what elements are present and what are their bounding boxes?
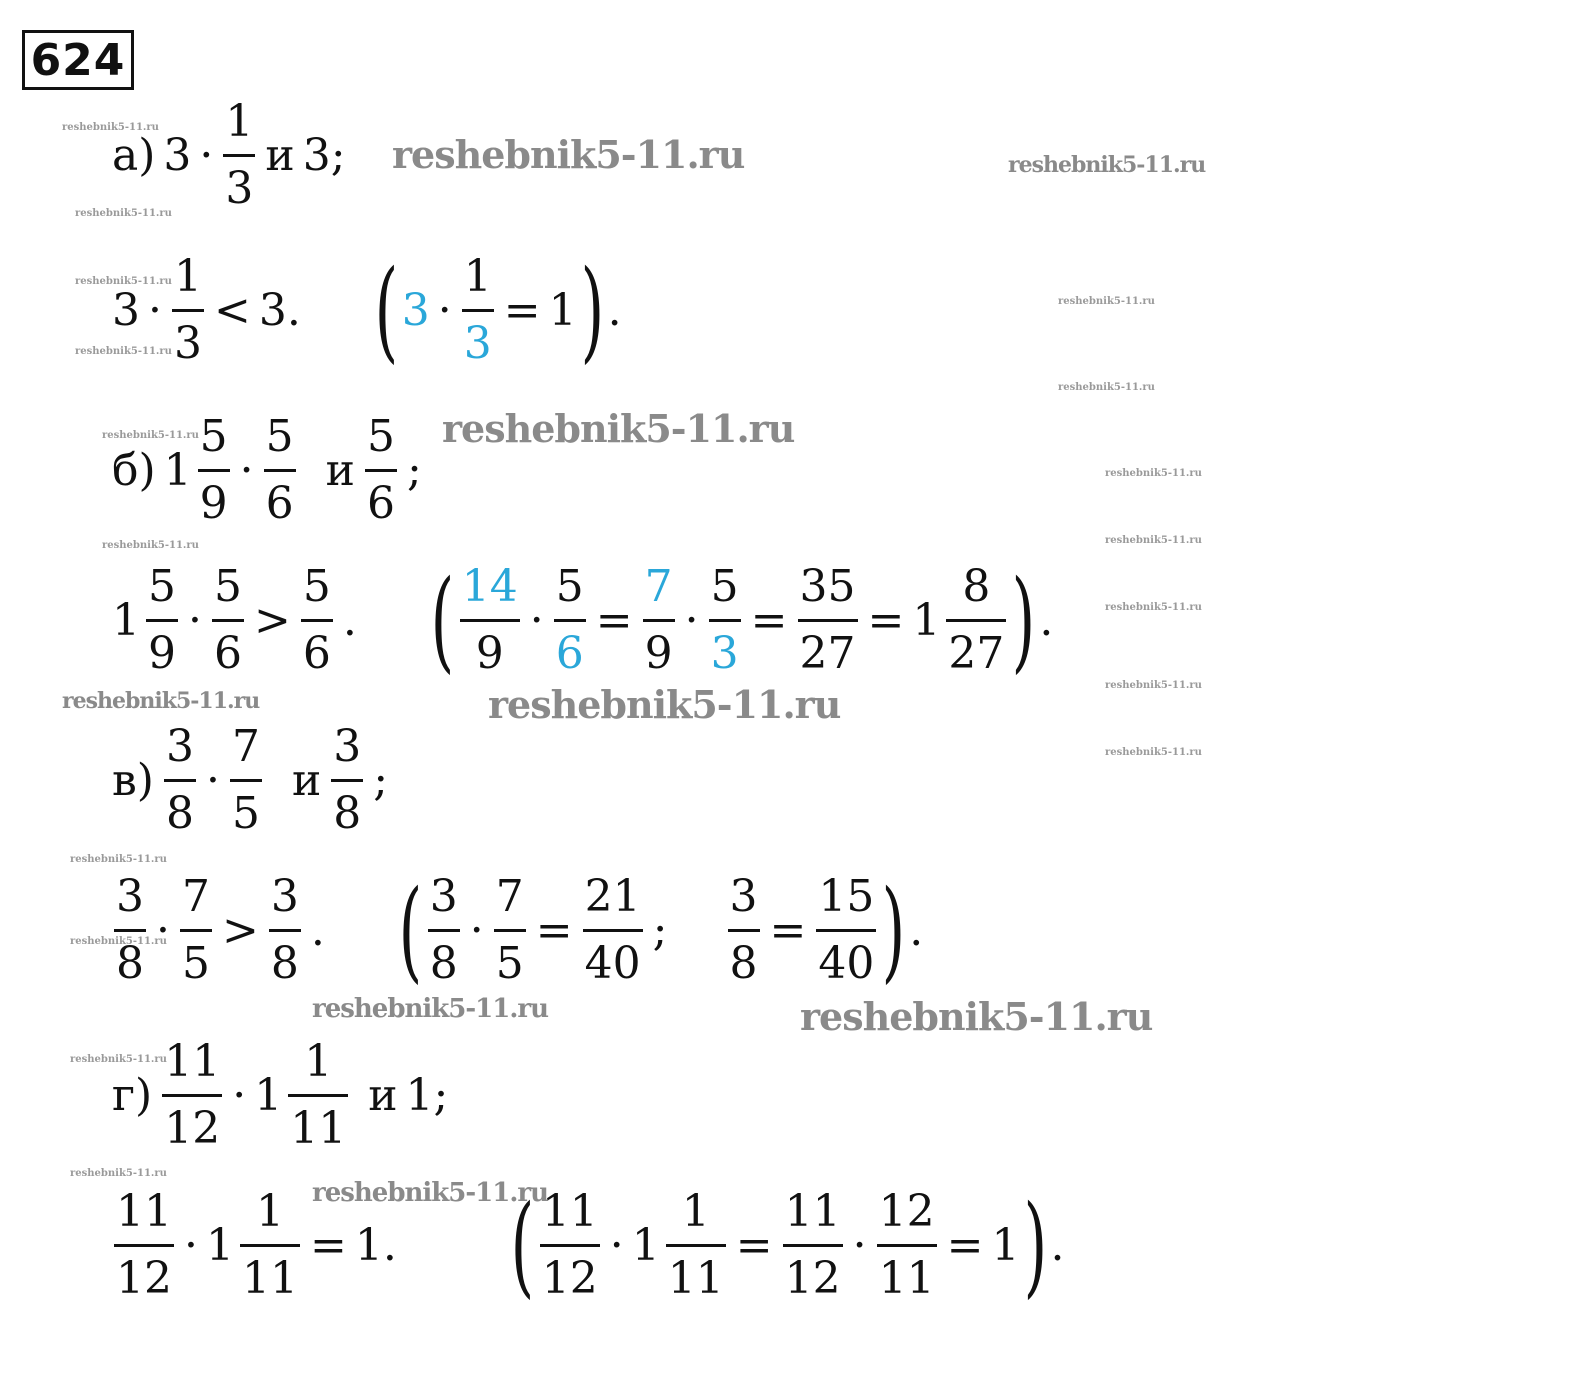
watermark: reshebnik5-11.ru bbox=[102, 430, 199, 441]
part-label: в) bbox=[112, 754, 154, 806]
numerator: 5 bbox=[555, 560, 584, 612]
problem-number: 624 bbox=[30, 34, 126, 86]
mixed-whole: 1 bbox=[206, 1219, 234, 1271]
denominator: 9 bbox=[199, 477, 228, 529]
equals-sign: = bbox=[946, 1219, 984, 1271]
fraction bbox=[212, 559, 244, 682]
conjunction: и bbox=[368, 1069, 398, 1121]
multiply-sign: · bbox=[852, 1219, 867, 1271]
fraction bbox=[946, 559, 1006, 682]
equals-sign: = bbox=[867, 594, 905, 646]
denominator: 5 bbox=[495, 937, 524, 989]
period: . bbox=[1050, 1219, 1065, 1271]
fraction bbox=[162, 1034, 222, 1157]
numerator: 14 bbox=[461, 560, 518, 612]
comparison-sign: > bbox=[222, 904, 259, 956]
close-paren: ) bbox=[882, 866, 906, 994]
fraction-bar bbox=[554, 619, 586, 622]
equals-sign: = bbox=[535, 904, 573, 956]
result: 1 bbox=[548, 284, 577, 336]
watermark: reshebnik5-11.ru bbox=[75, 346, 172, 357]
watermark: reshebnik5-11.ru bbox=[62, 688, 260, 714]
fraction-bar bbox=[365, 469, 397, 472]
denominator: 12 bbox=[541, 1252, 598, 1304]
denominator: 12 bbox=[164, 1102, 221, 1154]
fraction-bar bbox=[460, 619, 520, 622]
numerator: 7 bbox=[644, 560, 673, 612]
multiply-sign: · bbox=[437, 284, 452, 336]
fraction bbox=[877, 1184, 937, 1307]
equals-sign: = bbox=[750, 594, 788, 646]
fraction-bar bbox=[164, 779, 196, 782]
fraction-bar bbox=[643, 619, 675, 622]
open-paren: ( bbox=[374, 246, 399, 374]
conjunction: и bbox=[291, 754, 322, 806]
fraction-bar bbox=[114, 929, 146, 932]
fraction bbox=[816, 869, 876, 992]
part-g-statement bbox=[108, 1020, 452, 1170]
numerator: 35 bbox=[799, 560, 856, 612]
denominator: 3 bbox=[174, 317, 202, 369]
denominator: 6 bbox=[366, 477, 395, 529]
numerator: 11 bbox=[116, 1185, 172, 1237]
open-paren: ( bbox=[510, 1181, 535, 1309]
watermark: reshebnik5-11.ru bbox=[102, 540, 199, 551]
watermark: reshebnik5-11.ru bbox=[312, 1178, 549, 1208]
fraction bbox=[240, 1184, 300, 1307]
denominator: 5 bbox=[182, 937, 210, 989]
part-b-statement bbox=[108, 395, 426, 545]
numerator: 12 bbox=[878, 1185, 935, 1237]
numerator: 5 bbox=[366, 410, 395, 462]
fraction bbox=[301, 559, 333, 682]
fraction bbox=[666, 1184, 726, 1307]
fraction-bar bbox=[114, 1244, 174, 1247]
watermark: reshebnik5-11.ru bbox=[70, 1054, 167, 1065]
period: . bbox=[342, 594, 357, 646]
comparison-sign: > bbox=[254, 594, 291, 646]
fraction bbox=[331, 719, 363, 842]
denominator: 3 bbox=[225, 162, 254, 214]
fraction-bar bbox=[269, 929, 301, 932]
numerator: 5 bbox=[199, 410, 228, 462]
fraction bbox=[269, 869, 301, 992]
part-g-comparison bbox=[108, 1170, 1068, 1320]
numerator: 5 bbox=[302, 560, 331, 612]
denominator: 11 bbox=[242, 1252, 298, 1304]
numerator: 11 bbox=[784, 1185, 841, 1237]
fraction bbox=[783, 1184, 843, 1307]
numerator: 11 bbox=[541, 1185, 598, 1237]
mixed-whole: 1 bbox=[163, 444, 192, 496]
fraction bbox=[462, 249, 494, 372]
fraction bbox=[494, 869, 526, 992]
denominator: 11 bbox=[290, 1102, 347, 1154]
numerator: 5 bbox=[214, 560, 242, 612]
denominator: 9 bbox=[475, 627, 504, 679]
fraction bbox=[264, 409, 296, 532]
denominator: 8 bbox=[429, 937, 458, 989]
part-label: а) bbox=[112, 129, 156, 181]
fraction-bar bbox=[783, 1244, 843, 1247]
fraction-bar bbox=[288, 1094, 348, 1097]
fraction-bar bbox=[162, 1094, 222, 1097]
watermark: reshebnik5-11.ru bbox=[70, 854, 167, 865]
fraction-bar bbox=[877, 1244, 937, 1247]
numerator: 3 bbox=[429, 870, 458, 922]
multiply-sign: · bbox=[684, 594, 699, 646]
fraction bbox=[172, 249, 204, 372]
numerator: 3 bbox=[165, 720, 194, 772]
multiply-sign: · bbox=[199, 129, 214, 181]
fraction-bar bbox=[240, 1244, 300, 1247]
watermark: reshebnik5-11.ru bbox=[75, 276, 172, 287]
fraction bbox=[288, 1034, 348, 1157]
fraction-bar bbox=[728, 929, 760, 932]
fraction bbox=[583, 869, 643, 992]
denominator: 5 bbox=[231, 787, 260, 839]
denominator: 8 bbox=[116, 937, 144, 989]
denominator: 12 bbox=[784, 1252, 841, 1304]
mixed-whole: 1 bbox=[112, 594, 140, 646]
denominator: 11 bbox=[878, 1252, 935, 1304]
denominator: 9 bbox=[644, 627, 673, 679]
denominator: 8 bbox=[270, 937, 299, 989]
fraction-bar bbox=[146, 619, 178, 622]
watermark: reshebnik5-11.ru bbox=[1105, 602, 1202, 613]
denominator: 9 bbox=[148, 627, 176, 679]
denominator: 40 bbox=[584, 937, 641, 989]
fraction-bar bbox=[428, 929, 460, 932]
watermark: reshebnik5-11.ru bbox=[62, 122, 159, 133]
numerator: 3 bbox=[333, 720, 362, 772]
multiply-sign: · bbox=[609, 1219, 624, 1271]
multiply-sign: · bbox=[529, 594, 544, 646]
semicolon: ; bbox=[373, 754, 389, 806]
denominator: 8 bbox=[333, 787, 362, 839]
part-b-comparison bbox=[108, 545, 1057, 695]
conjunction: и bbox=[325, 444, 355, 496]
conjunction: и bbox=[265, 129, 295, 181]
multiply-sign: · bbox=[184, 1219, 198, 1271]
fraction-bar bbox=[264, 469, 296, 472]
close-paren: ) bbox=[580, 246, 604, 374]
numerator: 1 bbox=[225, 95, 254, 147]
watermark: reshebnik5-11.ru bbox=[800, 994, 1153, 1039]
denominator: 8 bbox=[165, 787, 194, 839]
watermark: reshebnik5-11.ru bbox=[1105, 680, 1202, 691]
numerator: 7 bbox=[495, 870, 524, 922]
fraction bbox=[798, 559, 858, 682]
multiply-sign: · bbox=[205, 754, 220, 806]
fraction-bar bbox=[462, 309, 494, 312]
fraction bbox=[146, 559, 178, 682]
equals-sign: = bbox=[310, 1219, 347, 1271]
multiply-sign: · bbox=[469, 904, 484, 956]
period: . bbox=[909, 904, 924, 956]
watermark: reshebnik5-11.ru bbox=[1058, 296, 1155, 307]
result: 1 bbox=[991, 1219, 1020, 1271]
close-paren: ) bbox=[1012, 556, 1036, 684]
fraction-bar bbox=[301, 619, 333, 622]
fraction bbox=[223, 94, 255, 217]
multiply-sign: · bbox=[156, 904, 170, 956]
fraction-bar bbox=[172, 309, 204, 312]
multiply-sign: · bbox=[232, 1069, 247, 1121]
whole-number: 3 bbox=[112, 284, 140, 336]
fraction bbox=[180, 869, 212, 992]
whole-number: 3 bbox=[163, 129, 192, 181]
watermark: reshebnik5-11.ru bbox=[1058, 382, 1155, 393]
denominator: 6 bbox=[214, 627, 242, 679]
watermark: reshebnik5-11.ru bbox=[1105, 468, 1202, 479]
denominator: 27 bbox=[799, 627, 856, 679]
fraction bbox=[643, 559, 675, 682]
fraction-bar bbox=[666, 1244, 726, 1247]
open-paren: ( bbox=[398, 866, 423, 994]
period: . bbox=[607, 284, 622, 336]
numerator: 11 bbox=[164, 1035, 221, 1087]
denominator: 6 bbox=[555, 627, 584, 679]
part-a-comparison bbox=[108, 235, 626, 385]
fraction-bar bbox=[223, 154, 255, 157]
watermark: reshebnik5-11.ru bbox=[1105, 747, 1202, 758]
semicolon: ; bbox=[652, 904, 668, 956]
numerator: 3 bbox=[116, 870, 144, 922]
fraction-bar bbox=[798, 619, 858, 622]
numerator: 1 bbox=[681, 1185, 710, 1237]
period: . bbox=[310, 904, 325, 956]
denominator: 6 bbox=[265, 477, 294, 529]
equals-sign: = bbox=[769, 904, 807, 956]
watermark: reshebnik5-11.ru bbox=[70, 1168, 167, 1179]
rhs-value: 1; bbox=[405, 1069, 449, 1121]
watermark: reshebnik5-11.ru bbox=[312, 994, 549, 1024]
fraction bbox=[460, 559, 520, 682]
fraction bbox=[114, 1184, 174, 1307]
fraction-bar bbox=[946, 619, 1006, 622]
denominator: 3 bbox=[463, 317, 492, 369]
fraction bbox=[428, 869, 460, 992]
part-label: г) bbox=[112, 1069, 153, 1121]
fraction-bar bbox=[180, 929, 212, 932]
watermark: reshebnik5-11.ru bbox=[70, 936, 167, 947]
fraction-bar bbox=[583, 929, 643, 932]
multiply-sign: · bbox=[148, 284, 162, 336]
fraction bbox=[540, 1184, 600, 1307]
fraction bbox=[709, 559, 741, 682]
fraction-bar bbox=[494, 929, 526, 932]
denominator: 27 bbox=[948, 627, 1005, 679]
denominator: 11 bbox=[667, 1252, 724, 1304]
fraction bbox=[114, 869, 146, 992]
watermark: reshebnik5-11.ru bbox=[1008, 152, 1206, 178]
numerator: 1 bbox=[304, 1035, 333, 1087]
denominator: 8 bbox=[729, 937, 758, 989]
open-paren: ( bbox=[430, 556, 455, 684]
fraction bbox=[164, 719, 196, 842]
rhs-value: 3; bbox=[302, 129, 346, 181]
rhs-value: 1. bbox=[354, 1219, 397, 1271]
mixed-whole: 1 bbox=[912, 594, 941, 646]
equals-sign: = bbox=[503, 284, 541, 336]
fraction-bar bbox=[816, 929, 876, 932]
numerator: 1 bbox=[174, 250, 202, 302]
watermark: reshebnik5-11.ru bbox=[488, 682, 841, 727]
equals-sign: = bbox=[735, 1219, 773, 1271]
fraction bbox=[198, 409, 230, 532]
numerator: 1 bbox=[463, 250, 492, 302]
fraction bbox=[230, 719, 262, 842]
numerator: 21 bbox=[584, 870, 641, 922]
whole-number: 3 bbox=[401, 284, 430, 336]
numerator: 5 bbox=[265, 410, 294, 462]
denominator: 3 bbox=[710, 627, 739, 679]
semicolon: ; bbox=[406, 444, 422, 496]
part-v-comparison bbox=[108, 855, 927, 1005]
mixed-whole: 1 bbox=[631, 1219, 660, 1271]
fraction-bar bbox=[540, 1244, 600, 1247]
watermark: reshebnik5-11.ru bbox=[1105, 535, 1202, 546]
fraction-bar bbox=[331, 779, 363, 782]
numerator: 8 bbox=[962, 560, 991, 612]
fraction-bar bbox=[230, 779, 262, 782]
fraction bbox=[554, 559, 586, 682]
multiply-sign: · bbox=[239, 444, 254, 496]
fraction bbox=[728, 869, 760, 992]
watermark: reshebnik5-11.ru bbox=[75, 208, 172, 219]
mixed-whole: 1 bbox=[254, 1069, 283, 1121]
fraction-bar bbox=[212, 619, 244, 622]
comparison-sign: < bbox=[214, 284, 251, 336]
numerator: 3 bbox=[729, 870, 758, 922]
period: . bbox=[1039, 594, 1054, 646]
numerator: 5 bbox=[710, 560, 739, 612]
watermark: reshebnik5-11.ru bbox=[442, 406, 795, 451]
denominator: 6 bbox=[302, 627, 331, 679]
numerator: 5 bbox=[148, 560, 176, 612]
equals-sign: = bbox=[595, 594, 633, 646]
multiply-sign: · bbox=[188, 594, 202, 646]
fraction-bar bbox=[198, 469, 230, 472]
numerator: 1 bbox=[256, 1185, 284, 1237]
part-v-statement bbox=[108, 705, 392, 855]
fraction bbox=[365, 409, 397, 532]
close-paren: ) bbox=[1023, 1181, 1047, 1309]
numerator: 15 bbox=[818, 870, 875, 922]
numerator: 7 bbox=[182, 870, 210, 922]
part-label: б) bbox=[112, 444, 156, 496]
denominator: 40 bbox=[818, 937, 875, 989]
numerator: 7 bbox=[231, 720, 260, 772]
watermark: reshebnik5-11.ru bbox=[392, 132, 745, 177]
denominator: 12 bbox=[116, 1252, 172, 1304]
rhs-value: 3. bbox=[258, 284, 301, 336]
fraction-bar bbox=[709, 619, 741, 622]
numerator: 3 bbox=[270, 870, 299, 922]
